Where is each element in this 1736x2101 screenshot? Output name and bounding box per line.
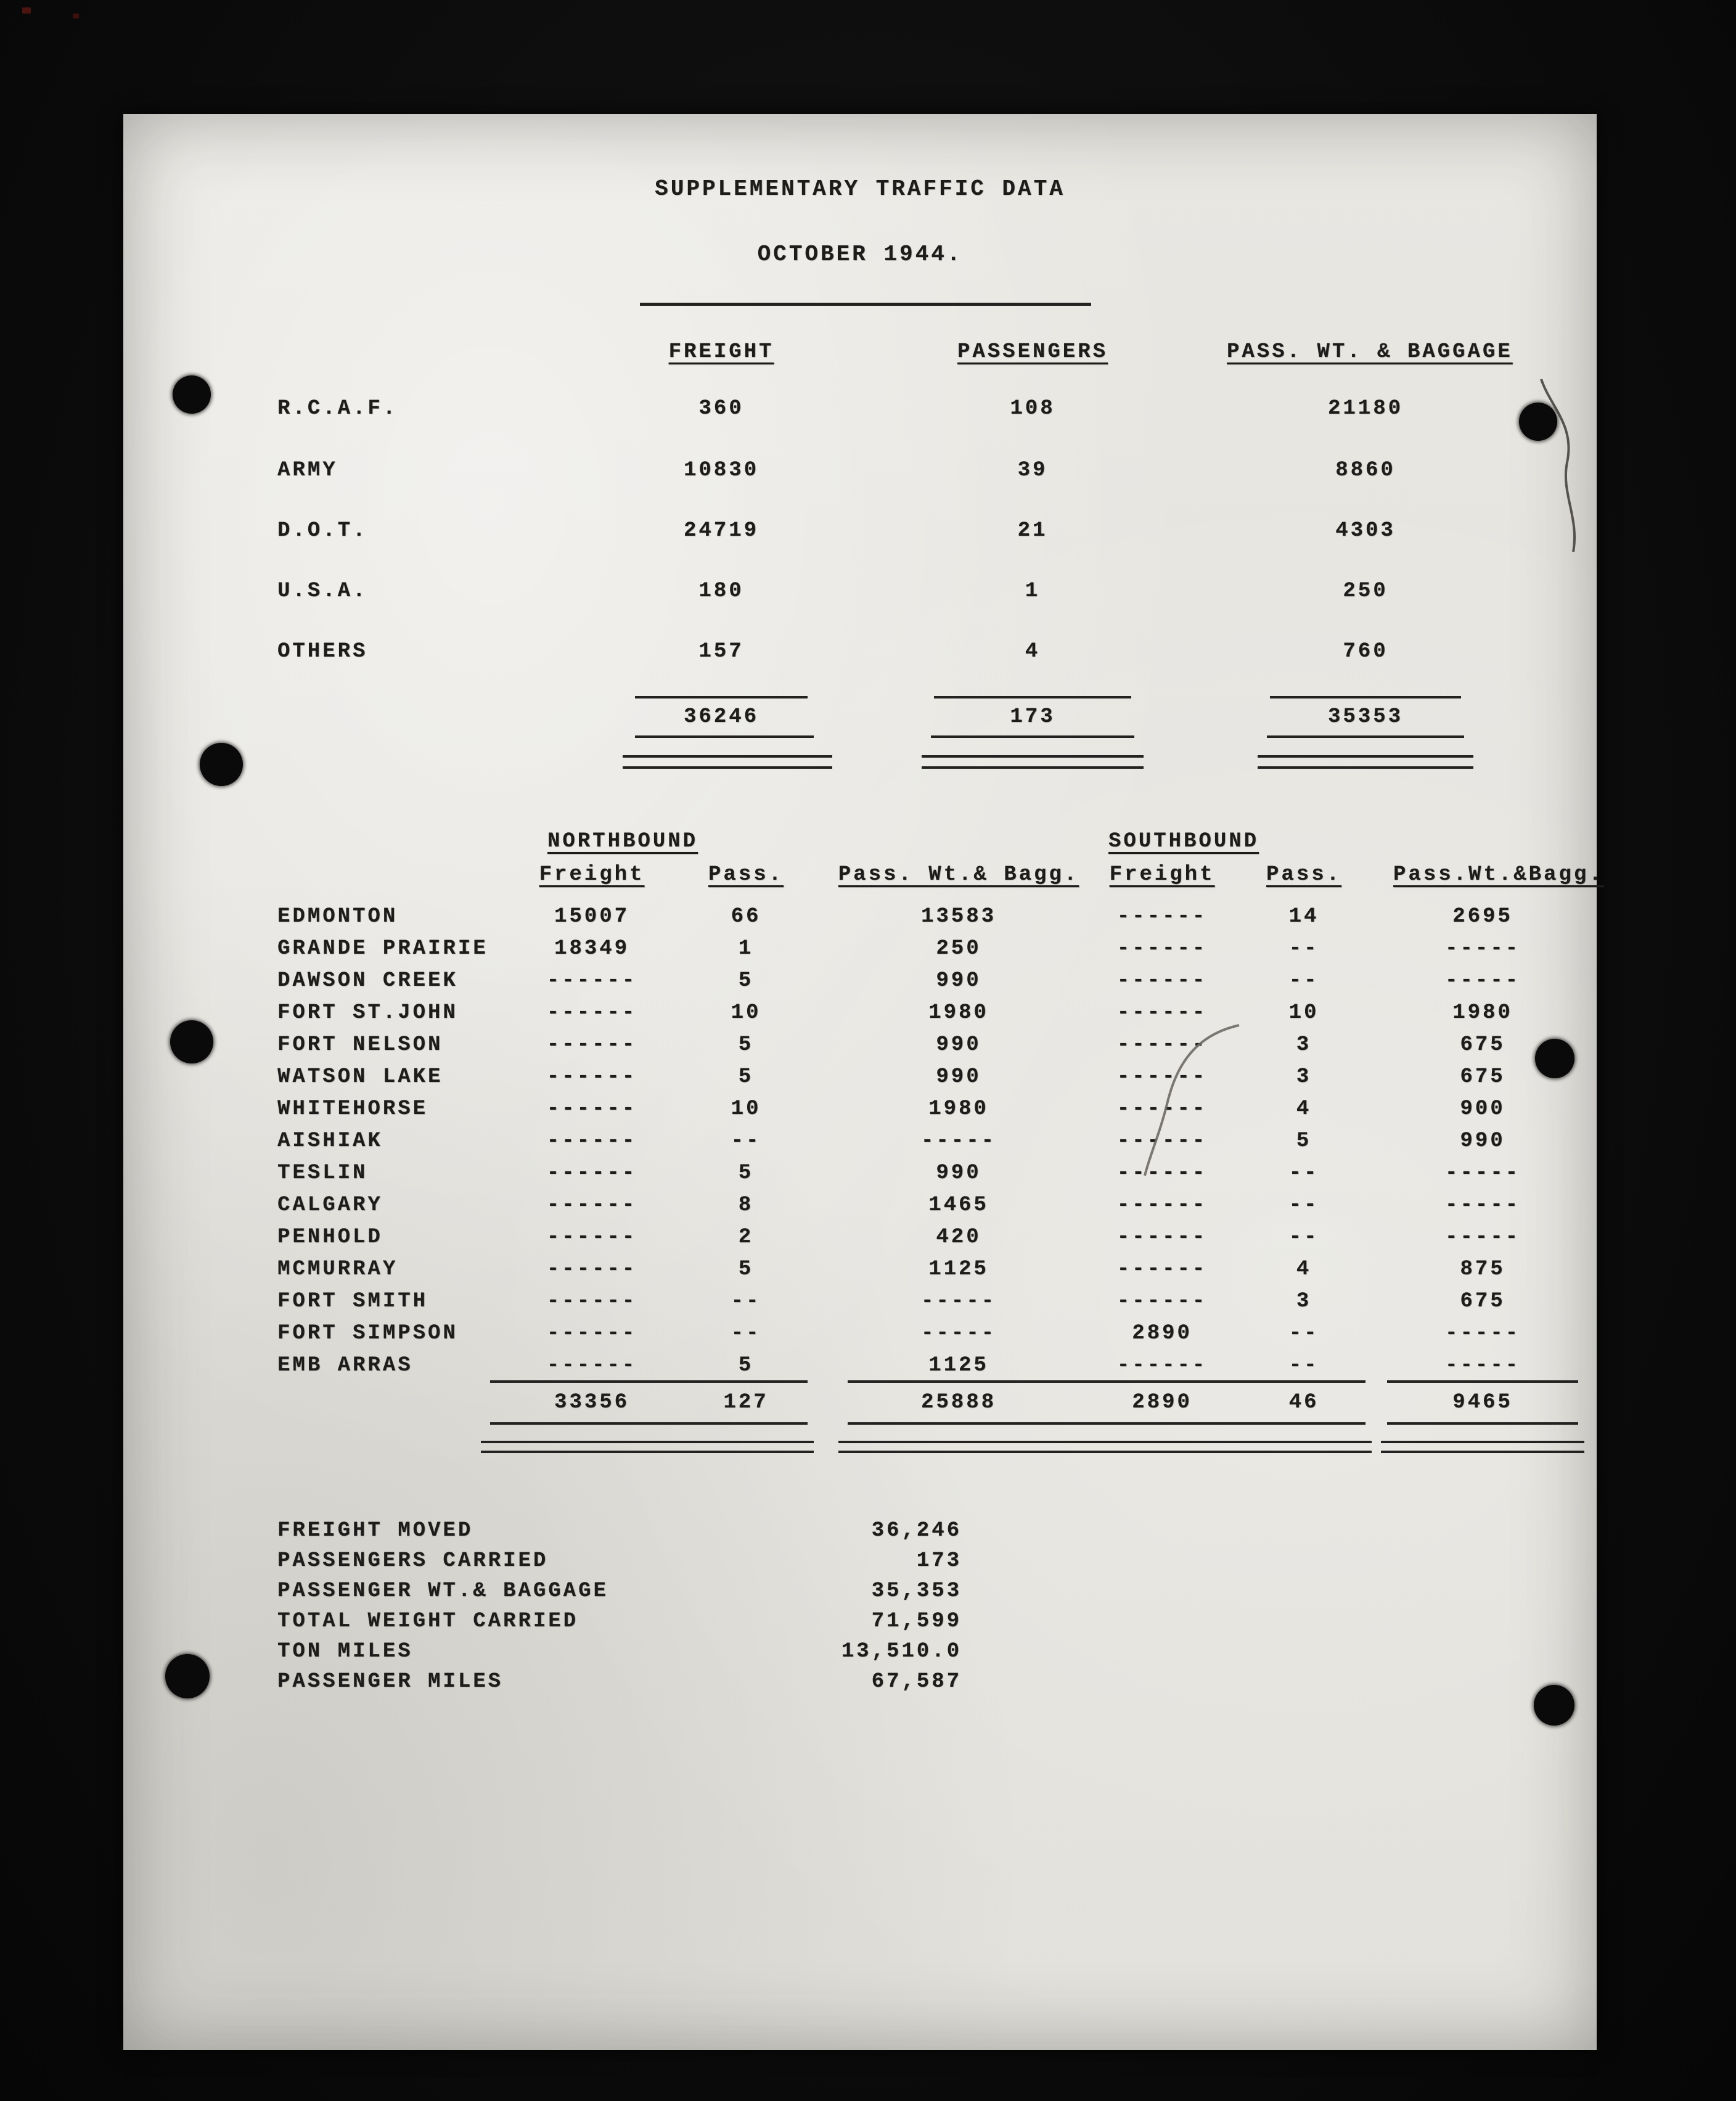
double-rule — [1258, 755, 1473, 758]
table-row — [123, 458, 1597, 489]
sb-freight: 2890 — [1132, 1322, 1192, 1345]
nb-freight: ------ — [546, 1322, 637, 1345]
sb-pass: 4 — [1296, 1097, 1312, 1121]
pass-wt-value: 4303 — [1335, 519, 1396, 543]
sb-wt: ----- — [1444, 1354, 1521, 1377]
table-row — [123, 518, 1597, 549]
summary-value: 13,510.0 — [841, 1640, 962, 1663]
station-row — [123, 969, 1597, 999]
double-rule — [1381, 1451, 1584, 1453]
total-rule — [490, 1380, 694, 1383]
sb-pass-header: Pass. — [1266, 863, 1342, 887]
summary-value: 67,587 — [871, 1670, 962, 1693]
station-row — [123, 1353, 1597, 1384]
freight-value: 10830 — [683, 459, 760, 482]
pass-wt-value: 760 — [1343, 640, 1388, 663]
nb-freight: ------ — [546, 1194, 637, 1217]
nb-freight: 15007 — [554, 905, 630, 928]
nb-pass: 5 — [738, 1065, 754, 1089]
nb-wt: 1980 — [928, 1097, 989, 1121]
nb-freight: ------ — [546, 1097, 637, 1121]
summary-row — [123, 1549, 1597, 1579]
nb-pass-total: 127 — [723, 1391, 769, 1414]
summary-label: TON MILES — [277, 1640, 413, 1663]
nb-pass: -- — [731, 1129, 761, 1153]
total-rule — [635, 696, 808, 698]
sb-pass: 3 — [1296, 1033, 1312, 1057]
station-label: WHITEHORSE — [277, 1097, 428, 1121]
nb-pass: 1 — [738, 937, 754, 960]
total-rule — [1270, 696, 1461, 698]
summary-row — [123, 1579, 1597, 1610]
station-label: CALGARY — [277, 1194, 383, 1217]
row-label: D.O.T. — [277, 519, 368, 543]
station-label: FORT SMITH — [277, 1290, 428, 1313]
table-header-row — [123, 340, 1597, 371]
table-row — [123, 579, 1597, 610]
row-label: R.C.A.F. — [277, 397, 398, 420]
total-rule — [1387, 1380, 1578, 1383]
nb-freight: ------ — [546, 1161, 637, 1185]
summary-row — [123, 1669, 1597, 1700]
double-rule — [1063, 1451, 1261, 1453]
total-rule — [684, 1380, 808, 1383]
summary-row — [123, 1518, 1597, 1549]
station-label: TESLIN — [277, 1161, 368, 1185]
page-subtitle: OCTOBER 1944. — [757, 242, 963, 267]
nb-pass: 2 — [738, 1226, 754, 1249]
nb-freight: ------ — [546, 969, 637, 993]
double-rule — [838, 1451, 1079, 1453]
sb-freight-header: Freight — [1109, 863, 1215, 887]
sb-freight: ------ — [1116, 1258, 1208, 1281]
sb-wt: 675 — [1460, 1065, 1505, 1089]
nb-freight: ------ — [546, 1258, 637, 1281]
pass-wt-value: 250 — [1343, 580, 1388, 603]
sb-wt: 1980 — [1452, 1001, 1513, 1025]
sb-wt: 675 — [1460, 1290, 1505, 1313]
nb-pass: 8 — [738, 1194, 754, 1217]
nb-freight-total: 33356 — [554, 1391, 630, 1414]
nb-wt: 990 — [936, 1033, 981, 1057]
nb-pass: -- — [731, 1290, 761, 1313]
sb-freight: ------ — [1116, 1097, 1208, 1121]
column-header-row — [123, 862, 1604, 893]
sb-wt: 900 — [1460, 1097, 1505, 1121]
sb-freight: ------ — [1116, 905, 1208, 928]
nb-pass: 10 — [731, 1001, 761, 1025]
sb-pass: -- — [1288, 1194, 1319, 1217]
sb-pass: -- — [1288, 937, 1319, 960]
sb-wt: ----- — [1444, 1226, 1521, 1249]
nb-wt: 1125 — [928, 1258, 989, 1281]
document-page — [123, 114, 1604, 2050]
sb-pass: -- — [1288, 1226, 1319, 1249]
sb-wt: ----- — [1444, 937, 1521, 960]
nb-wt: 1465 — [928, 1194, 989, 1217]
station-row — [123, 1193, 1597, 1224]
sb-wt: ----- — [1444, 1322, 1521, 1345]
total-rule — [1070, 1380, 1255, 1383]
sb-pass: 5 — [1296, 1129, 1312, 1153]
pass-wt-value: 8860 — [1335, 459, 1396, 482]
sb-freight: ------ — [1116, 937, 1208, 960]
station-label: FORT SIMPSON — [277, 1322, 458, 1345]
table-row — [123, 396, 1597, 427]
sb-pass: 3 — [1296, 1290, 1312, 1313]
double-rule — [1258, 766, 1473, 769]
nb-wt: 990 — [936, 969, 981, 993]
double-rule — [922, 766, 1144, 769]
station-label: FORT ST.JOHN — [277, 1001, 458, 1025]
station-row — [123, 904, 1597, 935]
group-header-row — [123, 829, 1597, 860]
sb-freight-total: 2890 — [1132, 1391, 1192, 1414]
punch-hole — [200, 743, 243, 786]
nb-pass: 5 — [738, 1354, 754, 1377]
total-rule — [848, 1422, 1070, 1425]
nb-pass: 5 — [738, 1033, 754, 1057]
passengers-value: 108 — [1010, 397, 1055, 420]
title-rule — [640, 303, 1091, 306]
sb-pass: 14 — [1288, 905, 1319, 928]
total-rule — [1267, 735, 1464, 738]
nb-wt: 13583 — [920, 905, 997, 928]
double-rule — [838, 1441, 1079, 1443]
double-rule — [922, 755, 1144, 758]
column-header-freight: FREIGHT — [668, 340, 774, 364]
freight-value: 157 — [698, 640, 744, 663]
sb-freight: ------ — [1116, 1161, 1208, 1185]
double-rule — [1236, 1451, 1372, 1453]
summary-value: 36,246 — [871, 1519, 962, 1542]
row-label: U.S.A. — [277, 580, 368, 603]
nb-freight-header: Freight — [539, 863, 645, 887]
sb-wt: 675 — [1460, 1033, 1505, 1057]
total-rule — [934, 696, 1131, 698]
nb-freight: ------ — [546, 1354, 637, 1377]
station-row — [123, 1001, 1597, 1031]
sb-freight: ------ — [1116, 1001, 1208, 1025]
sb-wt: 2695 — [1452, 905, 1513, 928]
sb-wt: ----- — [1444, 1161, 1521, 1185]
sb-freight: ------ — [1116, 1129, 1208, 1153]
total-rule — [931, 735, 1134, 738]
double-rule — [678, 1441, 814, 1443]
freight-value: 180 — [698, 580, 744, 603]
nb-wt: 990 — [936, 1161, 981, 1185]
nb-wt: 1980 — [928, 1001, 989, 1025]
station-label: EMB ARRAS — [277, 1354, 413, 1377]
station-row — [123, 936, 1597, 967]
group-header-southbound: SOUTHBOUND — [1108, 830, 1259, 853]
nb-wt: ----- — [920, 1129, 997, 1153]
table-row — [123, 639, 1597, 670]
nb-pass: 5 — [738, 1258, 754, 1281]
nb-wt: 1125 — [928, 1354, 989, 1377]
sb-freight: ------ — [1116, 1033, 1208, 1057]
double-rule — [481, 1441, 703, 1443]
pass-wt-value: 21180 — [1327, 397, 1404, 420]
column-header-pass-wt-baggage: PASS. WT. & BAGGAGE — [1227, 340, 1513, 364]
passengers-value: 21 — [1017, 519, 1048, 543]
station-label: DAWSON CREEK — [277, 969, 458, 993]
total-rule — [635, 735, 814, 738]
station-row — [123, 1289, 1597, 1320]
sb-pass: -- — [1288, 1354, 1319, 1377]
summary-label: PASSENGER WT.& BAGGAGE — [277, 1579, 608, 1603]
sb-wt: 990 — [1460, 1129, 1505, 1153]
nb-freight: 18349 — [554, 937, 630, 960]
total-rule — [848, 1380, 1070, 1383]
nb-wt-total: 25888 — [920, 1391, 997, 1414]
station-row — [123, 1321, 1597, 1352]
station-label: EDMONTON — [277, 905, 398, 928]
nb-freight: ------ — [546, 1033, 637, 1057]
nb-freight: ------ — [546, 1001, 637, 1025]
sb-freight: ------ — [1116, 1065, 1208, 1089]
sb-wt: ----- — [1444, 969, 1521, 993]
sb-pass: 4 — [1296, 1258, 1312, 1281]
sb-wt-header: Pass.Wt.&Bagg. — [1393, 863, 1604, 887]
double-rule — [678, 1451, 814, 1453]
summary-label: PASSENGER MILES — [277, 1670, 504, 1693]
freight-value: 360 — [698, 397, 744, 420]
double-rule — [1236, 1441, 1372, 1443]
summary-value: 71,599 — [871, 1610, 962, 1633]
summary-label: FREIGHT MOVED — [277, 1519, 473, 1542]
nb-pass: 10 — [731, 1097, 761, 1121]
station-row — [123, 1129, 1597, 1160]
sb-wt: 875 — [1460, 1258, 1505, 1281]
sb-pass: -- — [1288, 1322, 1319, 1345]
total-rule — [1242, 1380, 1365, 1383]
station-label: FORT NELSON — [277, 1033, 443, 1057]
column-header-passengers: PASSENGERS — [957, 340, 1108, 364]
summary-label: TOTAL WEIGHT CARRIED — [277, 1610, 579, 1633]
station-row — [123, 1257, 1597, 1288]
summary-row — [123, 1639, 1597, 1670]
group-header-northbound: NORTHBOUND — [547, 830, 698, 853]
station-label: PENHOLD — [277, 1226, 383, 1249]
nb-freight: ------ — [546, 1065, 637, 1089]
pass-wt-total: 35353 — [1327, 705, 1404, 729]
nb-wt: ----- — [920, 1322, 997, 1345]
nb-pass: 66 — [731, 905, 761, 928]
nb-freight: ------ — [546, 1290, 637, 1313]
sb-wt-total: 9465 — [1452, 1391, 1513, 1414]
station-row — [123, 1097, 1597, 1128]
summary-row — [123, 1609, 1597, 1640]
sb-freight: ------ — [1116, 969, 1208, 993]
row-label: ARMY — [277, 459, 338, 482]
direction-totals-row — [123, 1390, 1597, 1421]
row-label: OTHERS — [277, 640, 368, 663]
nb-wt: 250 — [936, 937, 981, 960]
summary-label: PASSENGERS CARRIED — [277, 1549, 549, 1573]
sb-pass: -- — [1288, 1161, 1319, 1185]
sb-wt: ----- — [1444, 1194, 1521, 1217]
sb-freight: ------ — [1116, 1194, 1208, 1217]
freight-total: 36246 — [683, 705, 760, 729]
nb-freight: ------ — [546, 1129, 637, 1153]
station-row — [123, 1033, 1597, 1063]
station-label: AISHIAK — [277, 1129, 383, 1153]
sb-freight: ------ — [1116, 1290, 1208, 1313]
nb-pass: -- — [731, 1322, 761, 1345]
station-label: GRANDE PRAIRIE — [277, 937, 488, 960]
nb-wt-header: Pass. Wt.& Bagg. — [838, 863, 1079, 887]
sb-freight: ------ — [1116, 1226, 1208, 1249]
freight-value: 24719 — [683, 519, 760, 543]
station-row — [123, 1065, 1597, 1096]
passengers-value: 1 — [1025, 580, 1041, 603]
total-rule — [490, 1422, 694, 1425]
nb-freight: ------ — [546, 1226, 637, 1249]
passengers-value: 4 — [1025, 640, 1041, 663]
total-rule — [1070, 1422, 1255, 1425]
double-rule — [623, 755, 832, 758]
sb-pass: 3 — [1296, 1065, 1312, 1089]
summary-value: 35,353 — [871, 1579, 962, 1603]
passengers-value: 39 — [1017, 459, 1048, 482]
double-rule — [623, 766, 832, 769]
nb-wt: 990 — [936, 1065, 981, 1089]
scan-speck — [22, 7, 31, 14]
summary-value: 173 — [916, 1549, 962, 1573]
station-label: WATSON LAKE — [277, 1065, 443, 1089]
total-rule — [1387, 1422, 1578, 1425]
double-rule — [481, 1451, 703, 1453]
total-rule — [684, 1422, 808, 1425]
sb-pass: -- — [1288, 969, 1319, 993]
nb-pass-header: Pass. — [708, 863, 784, 887]
page-title: SUPPLEMENTARY TRAFFIC DATA — [655, 176, 1065, 202]
nb-wt: ----- — [920, 1290, 997, 1313]
passengers-total: 173 — [1010, 705, 1055, 729]
sb-freight: ------ — [1116, 1354, 1208, 1377]
station-row — [123, 1161, 1597, 1192]
nb-pass: 5 — [738, 969, 754, 993]
nb-wt: 420 — [936, 1226, 981, 1249]
nb-pass: 5 — [738, 1161, 754, 1185]
total-rule — [1242, 1422, 1365, 1425]
scan-speck — [73, 14, 79, 18]
double-rule — [1381, 1441, 1584, 1443]
sb-pass: 10 — [1288, 1001, 1319, 1025]
station-label: MCMURRAY — [277, 1258, 398, 1281]
table-totals-row — [123, 705, 1597, 735]
station-row — [123, 1225, 1597, 1256]
double-rule — [1063, 1441, 1261, 1443]
sb-pass-total: 46 — [1288, 1391, 1319, 1414]
